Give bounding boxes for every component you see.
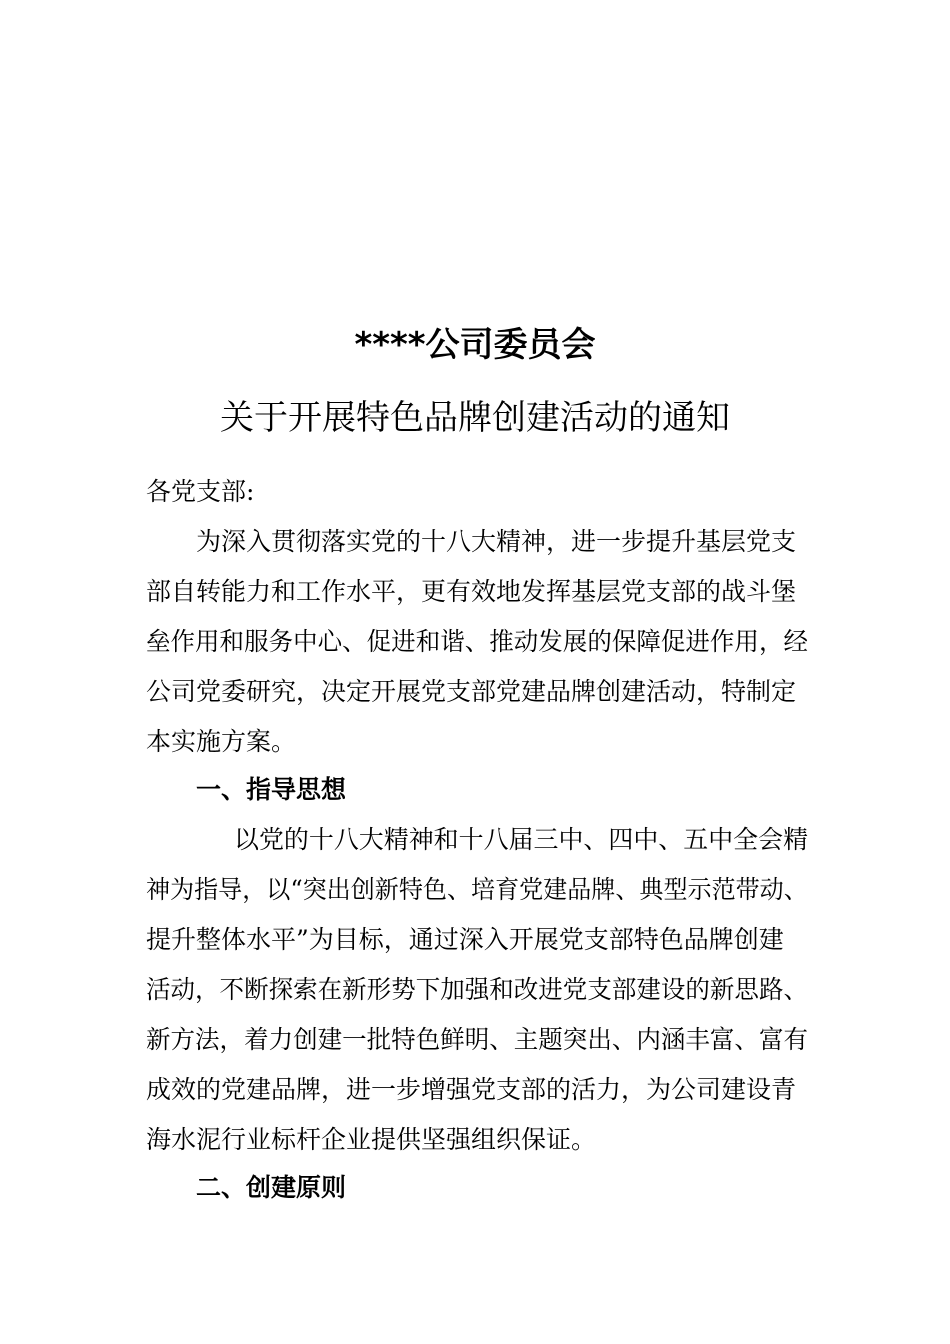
document-title-subject: 关于开展特色品牌创建活动的通知 <box>220 398 730 438</box>
paragraph2-line3: 提升整体水平”为目标，通过深入开展党支部特色品牌创建 <box>146 925 784 954</box>
paragraph1-line3: 垒作用和服务中心、促进和谐、推动发展的保障促进作用，经 <box>146 627 808 656</box>
document-title-organization: ****公司委员会 <box>354 325 596 365</box>
section1-heading: 一、指导思想 <box>196 775 347 804</box>
paragraph1-line4: 公司党委研究，决定开展党支部党建品牌创建活动，特制定 <box>146 677 797 706</box>
salutation: 各党支部: <box>146 477 255 506</box>
paragraph2-line4: 活动，不断探索在新形势下加强和改进党支部建设的新思路、 <box>146 975 808 1004</box>
paragraph1-line5: 本实施方案。 <box>146 727 297 756</box>
paragraph1-line2: 部自转能力和工作水平，更有效地发挥基层党支部的战斗堡 <box>146 577 797 606</box>
section2-heading: 二、创建原则 <box>196 1173 347 1202</box>
paragraph1-line1: 为深入贯彻落实党的十八大精神，进一步提升基层党支 <box>196 527 797 556</box>
paragraph2-line2: 神为指导，以“突出创新特色、培育党建品牌、典型示范带动、 <box>146 875 808 904</box>
paragraph2-line1: 以党的十八大精神和十八届三中、四中、五中全会精 <box>234 825 809 854</box>
paragraph2-line6: 成效的党建品牌，进一步增强党支部的活力，为公司建设青 <box>146 1075 797 1104</box>
paragraph2-line5: 新方法，着力创建一批特色鲜明、主题突出、内涵丰富、富有 <box>146 1025 808 1054</box>
paragraph2-line7: 海水泥行业标杆企业提供坚强组织保证。 <box>146 1125 597 1154</box>
